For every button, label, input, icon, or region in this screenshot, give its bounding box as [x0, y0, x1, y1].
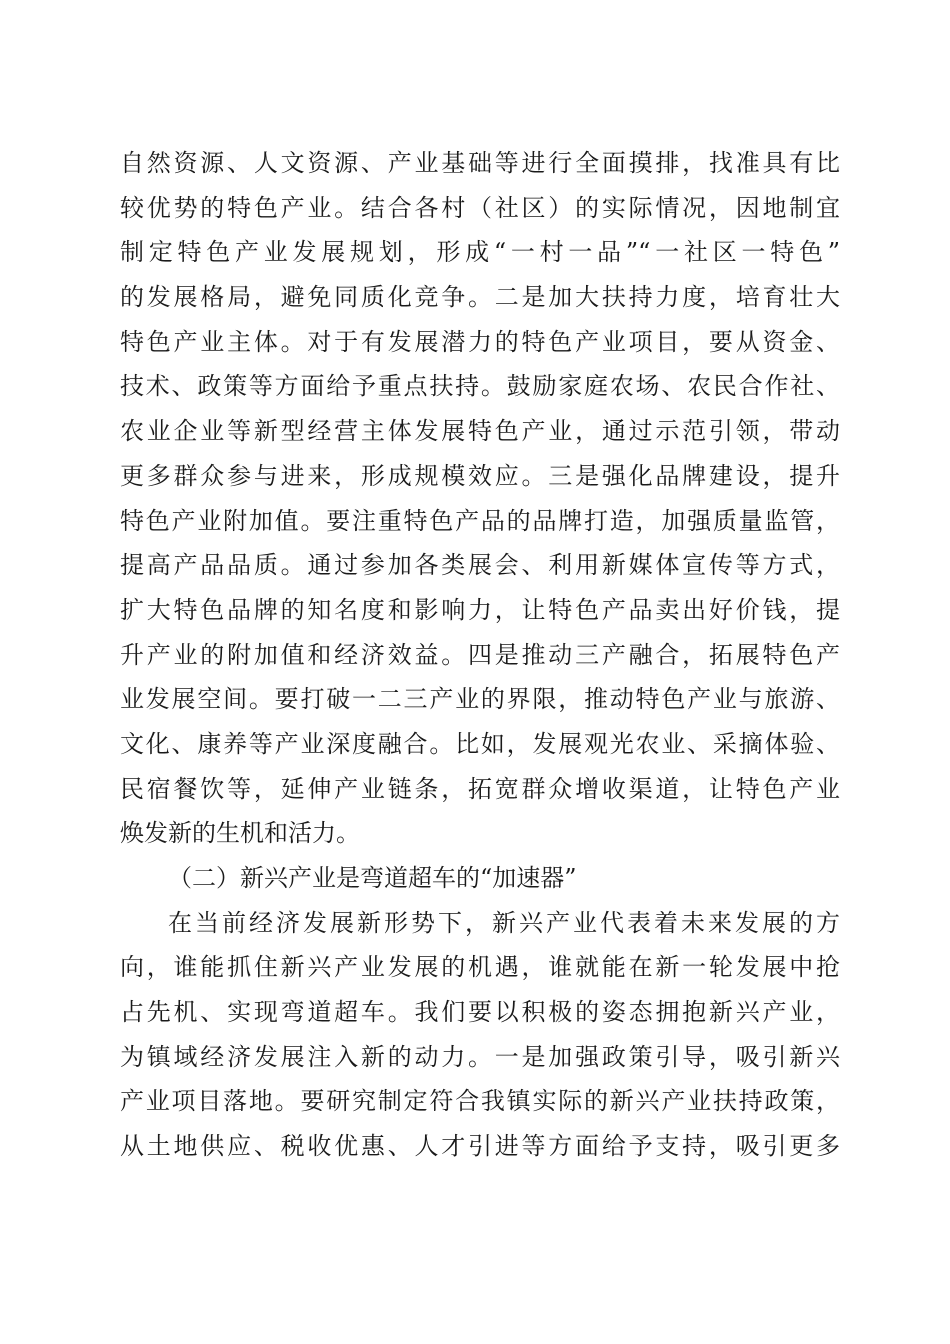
paragraph-1-line: 的发展格局，避免同质化竞争。二是加大扶持力度，培育壮大 — [120, 283, 840, 312]
paragraph-2-line: 从土地供应、税收优惠、人才引进等方面给予支持，吸引更多 — [120, 1132, 840, 1161]
paragraph-1-line: 技术、政策等方面给予重点扶持。鼓励家庭农场、农民合作社、 — [120, 372, 840, 401]
paragraph-1-line: 农业企业等新型经营主体发展特色产业，通过示范引领，带动 — [120, 417, 840, 446]
paragraph-1-line: 民宿餐饮等，延伸产业链条，拓宽群众增收渠道，让特色产业 — [120, 774, 840, 803]
paragraph-1-line: 文化、康养等产业深度融合。比如，发展观光农业、采摘体验、 — [120, 729, 840, 758]
paragraph-2-line: 产业项目落地。要研究制定符合我镇实际的新兴产业扶持政策， — [120, 1087, 840, 1116]
paragraph-1-line: 较优势的特色产业。结合各村（社区）的实际情况，因地制宜 — [120, 193, 840, 222]
paragraph-1-line: 焕发新的生机和活力。 — [120, 819, 360, 848]
paragraph-1 — [120, 141, 840, 856]
paragraph-1-line: 业发展空间。要打破一二三产业的界限，推动特色产业与旅游、 — [120, 685, 840, 714]
paragraph-1-line: 自然资源、人文资源、产业基础等进行全面摸排，找准具有比 — [120, 149, 840, 177]
document-body — [120, 141, 840, 1169]
section-heading: （二）新兴产业是弯道超车的“加速器” — [168, 864, 577, 892]
paragraph-1-line: 升产业的附加值和经济效益。四是推动三产融合，拓展特色产 — [120, 640, 840, 669]
paragraph-2-line: 占先机、实现弯道超车。我们要以积极的姿态拥抱新兴产业， — [120, 998, 840, 1027]
paragraph-1-line: 特色产业主体。对于有发展潜力的特色产业项目，要从资金、 — [120, 327, 840, 356]
paragraph-2 — [120, 901, 840, 1169]
paragraph-2-line: 在当前经济发展新形势下，新兴产业代表着未来发展的方 — [168, 908, 840, 937]
paragraph-1-line: 扩大特色品牌的知名度和影响力，让特色产品卖出好价钱，提 — [120, 595, 840, 624]
paragraph-1-line: 特色产业附加值。要注重特色产品的品牌打造，加强质量监管， — [120, 506, 840, 535]
paragraph-1-line: 制定特色产业发展规划，形成“一村一品”“一社区一特色” — [120, 238, 840, 267]
paragraph-1-line: 更多群众参与进来，形成规模效应。三是强化品牌建设，提升 — [120, 461, 840, 490]
paragraph-2-line: 向，谁能抓住新兴产业发展的机遇，谁就能在新一轮发展中抢 — [120, 953, 840, 982]
paragraph-2-line: 为镇域经济发展注入新的动力。一是加强政策引导，吸引新兴 — [120, 1042, 840, 1071]
paragraph-1-line: 提高产品品质。通过参加各类展会、利用新媒体宣传等方式， — [120, 551, 840, 580]
